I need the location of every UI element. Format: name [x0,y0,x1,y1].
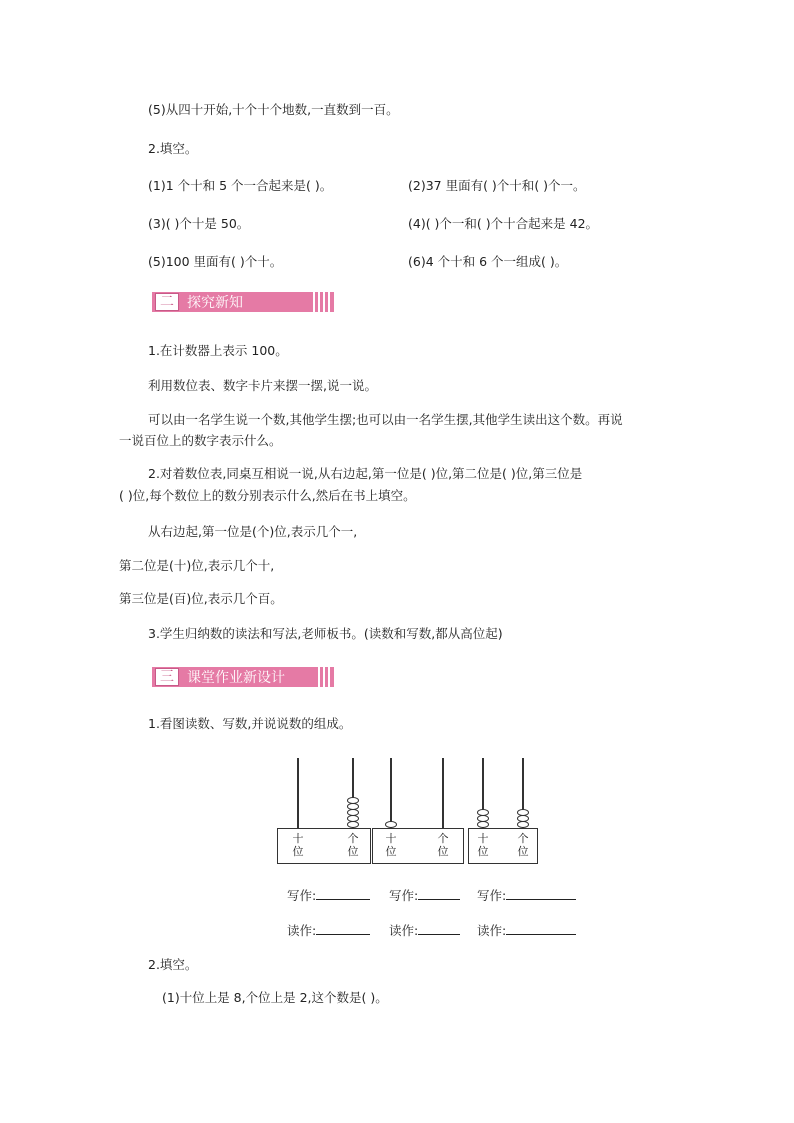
section-title: 探究新知 [187,295,243,311]
explore-p1: 1.在计数器上表示 100。 [148,343,288,358]
banner-stripes [310,292,330,312]
homework-h1: 1.看图读数、写数,并说说数的组成。 [148,716,352,731]
fill-question-3: (3)( )个十是 50。 [148,216,250,231]
explore-p7: 第三位是(百)位,表示几个百。 [119,591,283,606]
read-1 [287,922,370,939]
section-banner-homework [152,667,334,687]
fill-question-5: (5)100 里面有( )个十。 [148,254,283,269]
abacus-bead [347,803,359,810]
abacus-bead [517,809,529,816]
read-label: 读作: [287,923,317,938]
explore-p3a: 可以由一名学生说一个数,其他学生摆;也可以由一名学生摆,其他学生读出这个数。再说 [148,412,623,427]
explore-p4a: 2.对着数位表,同桌互相说一说,从右边起,第一位是( )位,第二位是( )位,第三位是 [148,466,583,481]
write-2 [389,887,460,904]
tens-rod [390,758,392,828]
explore-p5: 从右边起,第一位是(个)位,表示几个一, [148,524,358,539]
tens-place-label: 十 位 [477,832,489,858]
ones-place-label: 个 位 [437,832,449,858]
explore-p8: 3.学生归纳数的读法和写法,老师板书。(读数和写数,都从高位起) [148,626,503,641]
fill-question-1: (1)1 个十和 5 个一合起来是( )。 [148,178,333,193]
tens-place-label: 十 位 [292,832,304,858]
homework-h3: (1)十位上是 8,个位上是 2,这个数是( )。 [162,990,388,1005]
write-label: 写作: [477,888,507,903]
exercise-line-5: (5)从四十开始,十个十个地数,一直数到一百。 [148,102,399,117]
read-3 [477,922,576,939]
explore-p3b: 一说百位上的数字表示什么。 [119,433,282,448]
abacus-bead [517,821,529,828]
fill-question-4: (4)( )个一和( )个十合起来是 42。 [408,216,599,231]
tens-rod [297,758,299,828]
section-title: 课堂作业新设计 [187,670,285,686]
banner-stripes [315,667,330,687]
write-label: 写作: [287,888,317,903]
ones-rod [442,758,444,828]
abacus-bead [477,809,489,816]
section-number: 二 [155,293,179,311]
tens-place-label: 十 位 [385,832,397,858]
abacus-bead [347,821,359,828]
abacus-bead [385,821,397,828]
read-2 [389,922,460,939]
abacus-bead [347,809,359,816]
fill-question-2: (2)37 里面有( )个十和( )个一。 [408,178,586,193]
abacus-bead [517,815,529,822]
write-3 [477,887,576,904]
explore-p6: 第二位是(十)位,表示几个十, [119,558,275,573]
fill-question-6: (6)4 个十和 6 个一组成( )。 [408,254,568,269]
section-banner-explore [152,292,334,312]
ones-place-label: 个 位 [517,832,529,858]
abacus-bead [347,797,359,804]
explore-p4b: ( )位,每个数位上的数分别表示什么,然后在书上填空。 [119,488,416,503]
write-label: 写作: [389,888,419,903]
abacus-bead [477,821,489,828]
explore-p2: 利用数位表、数字卡片来摆一摆,说一说。 [148,378,377,393]
read-label: 读作: [477,923,507,938]
ones-place-label: 个 位 [347,832,359,858]
write-1 [287,887,370,904]
read-label: 读作: [389,923,419,938]
section-number: 三 [155,668,179,686]
abacus-bead [347,815,359,822]
abacus-bead [477,815,489,822]
homework-h2: 2.填空。 [148,957,198,972]
section-fill-title: 2.填空。 [148,141,198,156]
